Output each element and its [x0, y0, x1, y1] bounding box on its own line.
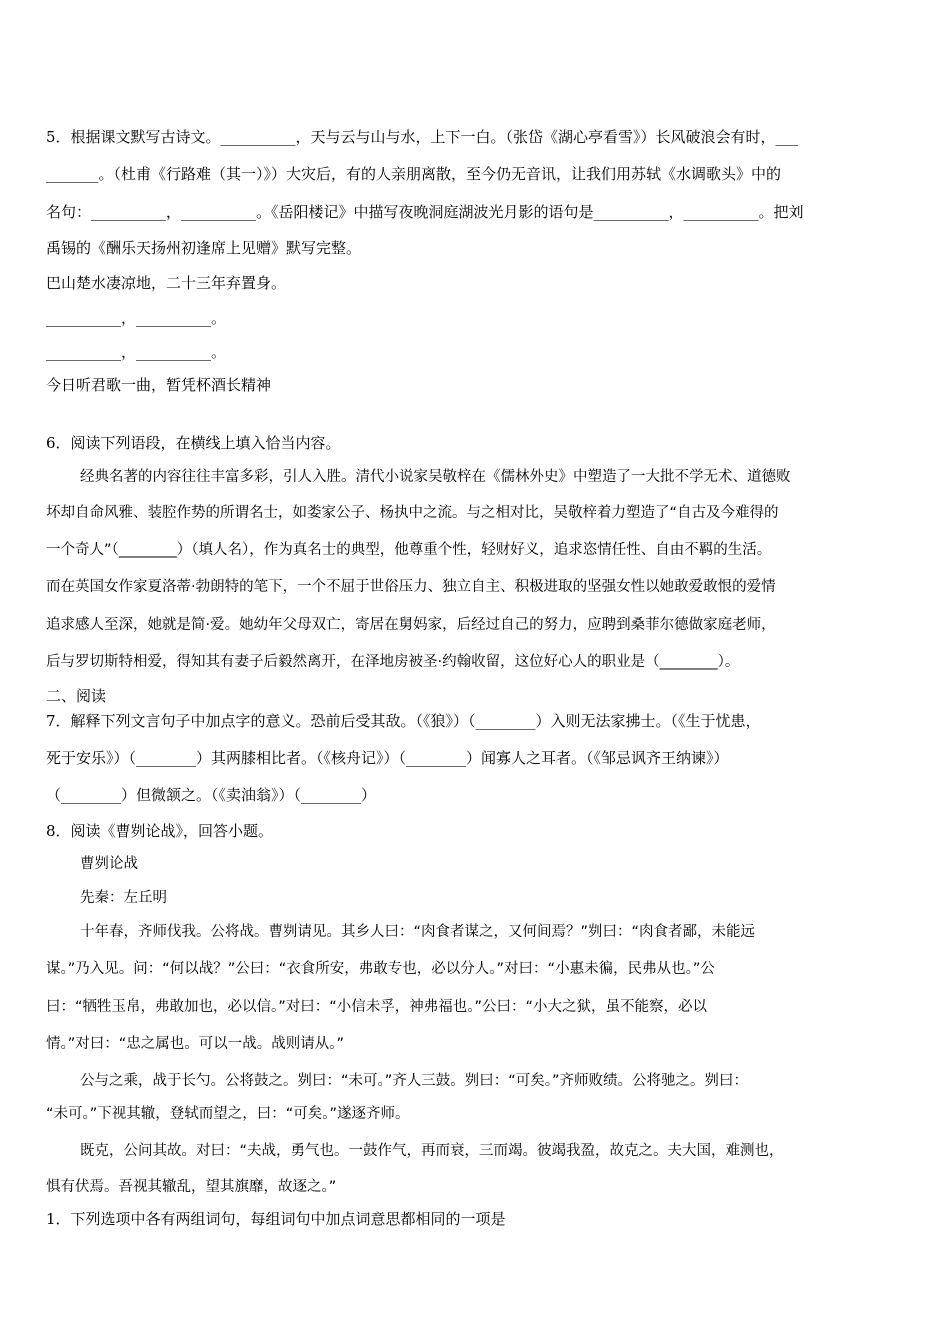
q7-line-3: （________）但微颔之。（《卖油翁》）（________） [46, 786, 377, 804]
q6-passage-line-3: 一个奇人”（________）（填人名），作为真名士的典型，他尊重个性，轻财好义，追求恣情任性、自由不羁的生活。 [46, 542, 772, 558]
q8-passage-line-4: 情。”对曰：“忠之属也。可以一战。战则请从。” [46, 1036, 345, 1052]
q8-passage-line-5: 公与之乘，战于长勺。公将鼓之。刿曰：“未可。”齐人三鼓。刿曰：“可矣。”齐师败绩。公将驰之。刿曰： [80, 1073, 749, 1089]
q5-poem-blank-1: __________，__________。 [46, 309, 227, 327]
q7-line-2: 死于安乐》）（________）其两膝相比者。（《核舟记》）（________）闻寡人之耳者。（《邹忌讽齐王纳谏》） [46, 749, 729, 767]
q7-line-1: 7．解释下列文言句子中加点字的意义。恐前后受其敌。（《狼》）（________）入则无法家拂士。（《生于忧患， [46, 712, 761, 730]
q5-poem-line-1: 巴山楚水凄凉地，二十三年弃置身。 [46, 274, 287, 292]
q8-passage-line-3: 曰：“牺牲玉帛，弗敢加也，必以信。”对曰：“小信未孚，神弗福也。”公曰：“小大之狱，虽不能察，必以 [46, 999, 708, 1015]
q5-poem-blank-2: __________，__________。 [46, 343, 227, 361]
q6-passage-line-4: 而在英国女作家夏洛蒂·勃朗特的笔下，一个不屈于世俗压力、独立自主、积极进取的坚强女性以她敢爱敢恨的爱情 [46, 579, 776, 595]
q6-passage-line-2: 坏却自命风雅、装腔作势的所谓名士，如娄家公子、杨执中之流。与之相对比，吴敬梓着力塑造了“自古及今难得的 [46, 505, 779, 521]
q8-passage-line-1: 十年春，齐师伐我。公将战。曹刿请见。其乡人曰：“肉食者谋之，又何间焉？”刿曰：“肉食者鄙，未能远 [80, 924, 756, 940]
section-reading-heading: 二、阅读 [46, 687, 107, 705]
q6-passage-line-5: 追求感人至深，她就是简·爱。她幼年父母双亡，寄居在舅妈家，后经过自己的努力，应聘到桑菲尔德做家庭老师， [46, 617, 776, 633]
q5-line-3: 名句：__________，__________。《岳阳楼记》中描写夜晚洞庭湖波光月影的语句是__________，__________。把刘 [46, 203, 804, 221]
q8-question: 8．阅读《曹刿论战》，回答小题。 [46, 822, 274, 840]
q5-line-2: _______。（杜甫《行路难（其一）》）大灾后，有的人亲朋离散，至今仍无音讯，让我们用苏轼《水调歌头》中的 [46, 165, 782, 183]
q8-passage-line-2: 谋。”乃入见。问：“何以战？”公曰：“衣食所安，弗敢专也，必以分人。”对曰：“小惠未徧，民弗从也。”公 [46, 961, 715, 977]
q8-passage-author: 先秦：左丘明 [80, 890, 167, 906]
q5-line-1: 5．根据课文默写古诗文。__________，天与云与山与水，上下一白。（张岱《湖心亭看雪》）长风破浪会有时，___ [46, 128, 799, 146]
q8-passage-title: 曹刿论战 [80, 856, 138, 872]
q6-question: 6．阅读下列语段，在横线上填入恰当内容。 [46, 434, 341, 452]
q8-passage-line-6: “未可。”下视其辙，登轼而望之，曰：“可矣。”遂逐齐师。 [46, 1106, 410, 1122]
q8-subquestion-1: 1．下列选项中各有两组词句，每组词句中加点词意思都相同的一项是 [46, 1210, 506, 1228]
q8-passage-line-7: 既克，公问其故。对曰：“夫战，勇气也。一鼓作气，再而衰，三而竭。彼竭我盈，故克之。夫大国，难测也， [80, 1143, 784, 1159]
q5-poem-line-4: 今日听君歌一曲，暂凭杯酒长精神 [46, 376, 272, 394]
q6-passage-line-6: 后与罗切斯特相爱，得知其有妻子后毅然离开，在泽地房被圣·约翰收留，这位好心人的职业是（________）。 [46, 654, 740, 670]
q6-passage-line-1: 经典名著的内容往往丰富多彩，引人入胜。清代小说家吴敬梓在《儒林外史》中塑造了一大批不学无术、道德败 [80, 469, 791, 485]
q5-line-4: 禹锡的《酬乐天扬州初逢席上见赠》默写完整。 [46, 239, 362, 257]
q8-passage-line-8: 惧有伏焉。吾视其辙乱，望其旗靡，故逐之。” [46, 1179, 337, 1195]
